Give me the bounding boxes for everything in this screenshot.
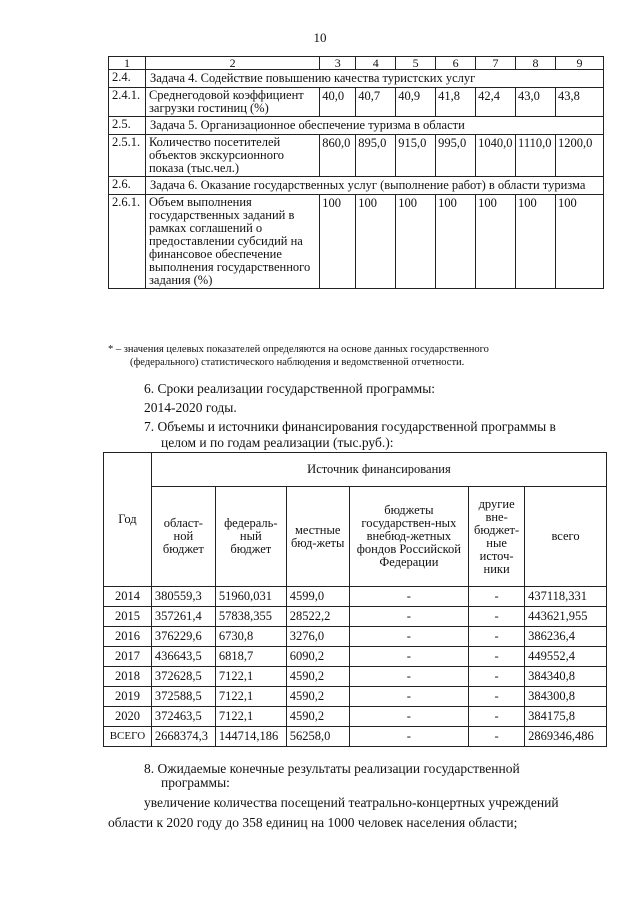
- indicator-value: 100: [516, 195, 556, 289]
- year-cell: 2015: [104, 607, 152, 627]
- column-number: 7: [476, 57, 516, 70]
- source-column-header: другие вне-бюджет-ные источ-ники: [469, 487, 525, 587]
- column-number: 1: [109, 57, 146, 70]
- other-cell: -: [469, 727, 525, 747]
- indicator-value: 100: [436, 195, 476, 289]
- column-number: 3: [320, 57, 356, 70]
- column-number: 5: [396, 57, 436, 70]
- indicator-value: 1200,0: [556, 135, 604, 177]
- indicator-value: 43,8: [556, 88, 604, 117]
- task-row: [109, 117, 604, 135]
- federal-cell: 57838,355: [215, 607, 286, 627]
- funds-cell: -: [349, 667, 469, 687]
- row-number: 2.5.: [109, 117, 146, 135]
- indicator-value: 860,0: [320, 135, 356, 177]
- task-title: Задача 6. Оказание государственных услуг (выполнение работ) в области туризма: [145, 177, 603, 195]
- column-number: 6: [436, 57, 476, 70]
- total-cell: 437118,331: [525, 587, 607, 607]
- financing-row: [104, 707, 607, 727]
- footnote: [108, 343, 608, 369]
- task-row: [109, 177, 604, 195]
- section-7-heading: 7. Объемы и источники финансирования государственной программы в: [144, 419, 556, 434]
- indicator-value: 100: [556, 195, 604, 289]
- federal-cell: 51960,031: [215, 587, 286, 607]
- local-cell: 4590,2: [286, 707, 349, 727]
- financing-row: [104, 607, 607, 627]
- task-title: Задача 4. Содействие повышению качества туристских услуг: [145, 70, 603, 88]
- footnote-line-1: * – значения целевых показателей определяются на основе данных государственного: [108, 344, 489, 355]
- total-cell: 449552,4: [525, 647, 607, 667]
- funds-cell: -: [349, 607, 469, 627]
- funds-cell: -: [349, 647, 469, 667]
- year-cell: 2014: [104, 587, 152, 607]
- funds-cell: -: [349, 727, 469, 747]
- indicator-value: 100: [396, 195, 436, 289]
- regional-cell: 376229,6: [151, 627, 215, 647]
- indicator-row: [109, 135, 604, 177]
- indicator-value: 42,4: [476, 88, 516, 117]
- financing-row: [104, 587, 607, 607]
- year-cell: 2018: [104, 667, 152, 687]
- federal-cell: 7122,1: [215, 667, 286, 687]
- local-cell: 3276,0: [286, 627, 349, 647]
- financing-row: [104, 627, 607, 647]
- targets-table: [108, 56, 604, 289]
- federal-cell: 6818,7: [215, 647, 286, 667]
- regional-cell: 372463,5: [151, 707, 215, 727]
- indicator-value: 1110,0: [516, 135, 556, 177]
- indicator-value: 915,0: [396, 135, 436, 177]
- federal-cell: 7122,1: [215, 707, 286, 727]
- year-cell: 2020: [104, 707, 152, 727]
- year-cell: 2016: [104, 627, 152, 647]
- regional-cell: 380559,3: [151, 587, 215, 607]
- indicator-row: [109, 88, 604, 117]
- row-number: 2.4.: [109, 70, 146, 88]
- regional-cell: 372588,5: [151, 687, 215, 707]
- funds-cell: -: [349, 627, 469, 647]
- funds-cell: -: [349, 707, 469, 727]
- task-title: Задача 5. Организационное обеспечение туризма в области: [145, 117, 603, 135]
- section-8-heading: 8. Ожидаемые конечные результаты реализации государственной: [144, 761, 520, 776]
- indicator-value: 43,0: [516, 88, 556, 117]
- source-column-header: област-ной бюджет: [151, 487, 215, 587]
- indicator-name: Объем выполнения государственных заданий в рамках соглашений о предоставлении субсидий на финансовое обеспечение выполнения государственного задания (%): [145, 195, 319, 289]
- total-cell: 384175,8: [525, 707, 607, 727]
- other-cell: -: [469, 707, 525, 727]
- sources-header: Источник финансирования: [151, 453, 606, 487]
- other-cell: -: [469, 627, 525, 647]
- total-cell: 443621,955: [525, 607, 607, 627]
- federal-cell: 144714,186: [215, 727, 286, 747]
- indicator-value: 995,0: [436, 135, 476, 177]
- local-cell: 4599,0: [286, 587, 349, 607]
- financing-table: [103, 452, 607, 747]
- financing-row: [104, 647, 607, 667]
- year-cell: 2017: [104, 647, 152, 667]
- local-cell: 56258,0: [286, 727, 349, 747]
- row-number: 2.6.: [109, 177, 146, 195]
- indicator-value: 1040,0: [476, 135, 516, 177]
- total-cell: 386236,4: [525, 627, 607, 647]
- indicator-value: 100: [356, 195, 396, 289]
- section-8-line-1: увеличение количества посещений театрально-концертных учреждений: [144, 795, 559, 810]
- regional-cell: 2668374,3: [151, 727, 215, 747]
- total-cell: 384300,8: [525, 687, 607, 707]
- other-cell: -: [469, 687, 525, 707]
- section-8-heading-cont: программы:: [161, 775, 230, 790]
- local-cell: 4590,2: [286, 667, 349, 687]
- indicator-value: 895,0: [356, 135, 396, 177]
- page-number: 10: [313, 30, 327, 45]
- funds-cell: -: [349, 687, 469, 707]
- year-header: Год: [104, 453, 152, 587]
- regional-cell: 436643,5: [151, 647, 215, 667]
- financing-row: [104, 727, 607, 747]
- indicator-value: 100: [320, 195, 356, 289]
- source-column-header: всего: [525, 487, 607, 587]
- indicator-value: 40,0: [320, 88, 356, 117]
- local-cell: 4590,2: [286, 687, 349, 707]
- row-number: 2.5.1.: [109, 135, 146, 177]
- indicator-row: [109, 195, 604, 289]
- source-column-header: бюджеты государствен-ных внебюд-жетных фондов Российской Федерации: [349, 487, 469, 587]
- indicator-value: 40,9: [396, 88, 436, 117]
- indicator-value: 100: [476, 195, 516, 289]
- other-cell: -: [469, 607, 525, 627]
- section-6-text: 2014-2020 годы.: [144, 400, 237, 415]
- federal-cell: 7122,1: [215, 687, 286, 707]
- total-cell: 384340,8: [525, 667, 607, 687]
- local-cell: 28522,2: [286, 607, 349, 627]
- year-cell: ВСЕГО: [104, 727, 152, 747]
- regional-cell: 357261,4: [151, 607, 215, 627]
- total-cell: 2869346,486: [525, 727, 607, 747]
- column-number-row: [109, 57, 604, 70]
- financing-row: [104, 687, 607, 707]
- other-cell: -: [469, 587, 525, 607]
- task-row: [109, 70, 604, 88]
- indicator-value: 41,8: [436, 88, 476, 117]
- indicator-name: Количество посетителей объектов экскурсионного показа (тыс.чел.): [145, 135, 319, 177]
- column-number: 8: [516, 57, 556, 70]
- column-number: 4: [356, 57, 396, 70]
- source-column-header: федераль-ный бюджет: [215, 487, 286, 587]
- other-cell: -: [469, 667, 525, 687]
- year-cell: 2019: [104, 687, 152, 707]
- section-7-heading-cont: целом и по годам реализации (тыс.руб.):: [161, 435, 394, 450]
- source-column-header: местные бюд-жеты: [286, 487, 349, 587]
- section-8-line-2: области к 2020 году до 358 единиц на 1000 человек населения области;: [108, 815, 518, 830]
- financing-row: [104, 667, 607, 687]
- section-6-heading: 6. Сроки реализации государственной программы:: [144, 381, 436, 396]
- funds-cell: -: [349, 587, 469, 607]
- column-number: 2: [145, 57, 319, 70]
- other-cell: -: [469, 647, 525, 667]
- federal-cell: 6730,8: [215, 627, 286, 647]
- footnote-line-2: (федерального) статистического наблюдения и ведомственной отчетности.: [130, 357, 465, 368]
- indicator-value: 40,7: [356, 88, 396, 117]
- regional-cell: 372628,5: [151, 667, 215, 687]
- local-cell: 6090,2: [286, 647, 349, 667]
- column-number: 9: [556, 57, 604, 70]
- row-number: 2.4.1.: [109, 88, 146, 117]
- row-number: 2.6.1.: [109, 195, 146, 289]
- indicator-name: Среднегодовой коэффициент загрузки гостиниц (%): [145, 88, 319, 117]
